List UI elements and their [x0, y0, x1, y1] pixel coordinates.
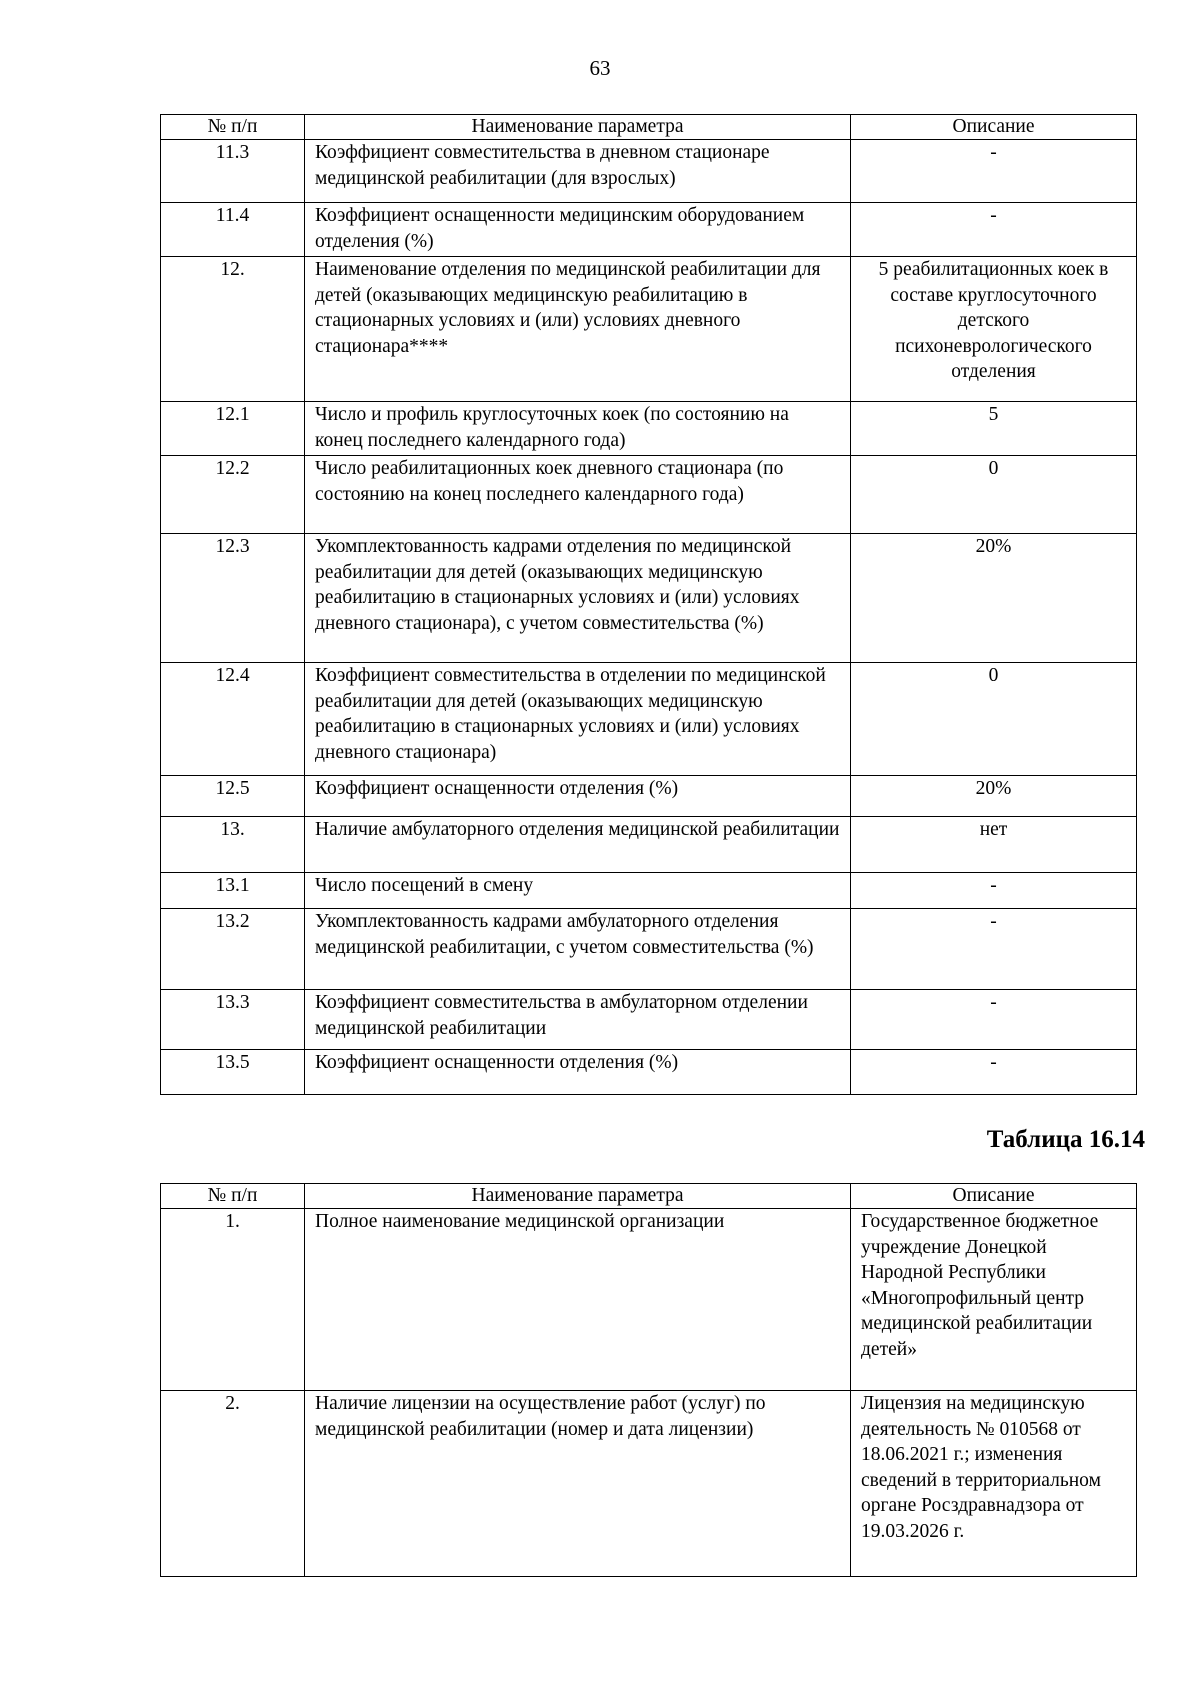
row-parameter-name: Коэффициент совместительства в отделении по медицинской реабилитации для детей (оказывающих медицинскую реабилитацию в стационарных условиях и (или) условиях дневного стационара) [305, 663, 851, 776]
header-number: № п/п [161, 115, 305, 140]
organization-table [160, 1183, 1137, 1577]
row-number: 1. [161, 1209, 305, 1391]
table-row [161, 873, 1137, 909]
row-description: 5 [851, 402, 1137, 456]
table-row [161, 776, 1137, 817]
header-description: Описание [851, 1184, 1137, 1209]
row-number: 12.1 [161, 402, 305, 456]
row-description: - [851, 140, 1137, 203]
row-number: 11.4 [161, 203, 305, 257]
table-row [161, 1209, 1137, 1391]
header-number: № п/п [161, 1184, 305, 1209]
table-row [161, 534, 1137, 663]
table-row [161, 1391, 1137, 1577]
row-description: 0 [851, 663, 1137, 776]
row-description: - [851, 873, 1137, 909]
row-parameter-name: Число и профиль круглосуточных коек (по состоянию на конец последнего календарного года) [305, 402, 851, 456]
table-row [161, 1050, 1137, 1095]
row-parameter-name: Коэффициент совместительства в амбулаторном отделении медицинской реабилитации [305, 990, 851, 1050]
row-parameter-name: Коэффициент оснащенности медицинским оборудованием отделения (%) [305, 203, 851, 257]
row-parameter-name: Наличие лицензии на осуществление работ (услуг) по медицинской реабилитации (номер и дата лицензии) [305, 1391, 851, 1577]
row-number: 2. [161, 1391, 305, 1577]
row-number: 13. [161, 817, 305, 873]
table-row [161, 909, 1137, 990]
table-caption: Таблица 16.14 [986, 1126, 1145, 1153]
row-description: - [851, 203, 1137, 257]
row-parameter-name: Полное наименование медицинской организации [305, 1209, 851, 1391]
table-body [161, 1209, 1137, 1577]
row-number: 12.5 [161, 776, 305, 817]
table-row [161, 663, 1137, 776]
table-body [161, 140, 1137, 1095]
row-parameter-name: Коэффициент оснащенности отделения (%) [305, 1050, 851, 1095]
table-row [161, 990, 1137, 1050]
table-row [161, 257, 1137, 402]
row-number: 12.3 [161, 534, 305, 663]
row-parameter-name: Укомплектованность кадрами отделения по медицинской реабилитации для детей (оказывающих медицинскую реабилитацию в стационарных условиях и (или) условиях дневного стационара), с учетом совместительства (%) [305, 534, 851, 663]
row-number: 12.2 [161, 456, 305, 534]
header-parameter-name: Наименование параметра [305, 115, 851, 140]
header-parameter-name: Наименование параметра [305, 1184, 851, 1209]
row-number: 13.2 [161, 909, 305, 990]
table-row [161, 817, 1137, 873]
row-number: 13.1 [161, 873, 305, 909]
row-parameter-name: Коэффициент совместительства в дневном стационаре медицинской реабилитации (для взрослых) [305, 140, 851, 203]
row-description: 5 реабилитационных коек в составе круглосуточного детского психоневрологического отделения [851, 257, 1137, 402]
row-description: - [851, 1050, 1137, 1095]
row-number: 12. [161, 257, 305, 402]
row-description: Лицензия на медицинскую деятельность № 010568 от 18.06.2021 г.; изменения сведений в территориальном органе Росздравнадзора от 19.03.2026 г. [851, 1391, 1137, 1577]
row-description: Государственное бюджетное учреждение Донецкой Народной Республики «Многопрофильный центр медицинской реабилитации детей» [851, 1209, 1137, 1391]
page-number: 63 [589, 56, 611, 80]
table-row [161, 140, 1137, 203]
row-parameter-name: Число посещений в смену [305, 873, 851, 909]
row-parameter-name: Укомплектованность кадрами амбулаторного отделения медицинской реабилитации, с учетом совместительства (%) [305, 909, 851, 990]
row-description: 20% [851, 534, 1137, 663]
row-parameter-name: Наименование отделения по медицинской реабилитации для детей (оказывающих медицинскую реабилитацию в стационарных условиях и (или) условиях дневного стационара**** [305, 257, 851, 402]
row-number: 11.3 [161, 140, 305, 203]
table-row [161, 456, 1137, 534]
row-description: нет [851, 817, 1137, 873]
table-row [161, 402, 1137, 456]
table-header-row [161, 1184, 1137, 1209]
row-number: 13.3 [161, 990, 305, 1050]
row-parameter-name: Коэффициент оснащенности отделения (%) [305, 776, 851, 817]
row-number: 12.4 [161, 663, 305, 776]
row-description: 0 [851, 456, 1137, 534]
row-parameter-name: Число реабилитационных коек дневного стационара (по состоянию на конец последнего календарного года) [305, 456, 851, 534]
table-row [161, 203, 1137, 257]
row-description: 20% [851, 776, 1137, 817]
row-description: - [851, 909, 1137, 990]
header-description: Описание [851, 115, 1137, 140]
row-description: - [851, 990, 1137, 1050]
parameters-table-continued [160, 114, 1137, 1095]
row-number: 13.5 [161, 1050, 305, 1095]
row-parameter-name: Наличие амбулаторного отделения медицинской реабилитации [305, 817, 851, 873]
table-header-row [161, 115, 1137, 140]
